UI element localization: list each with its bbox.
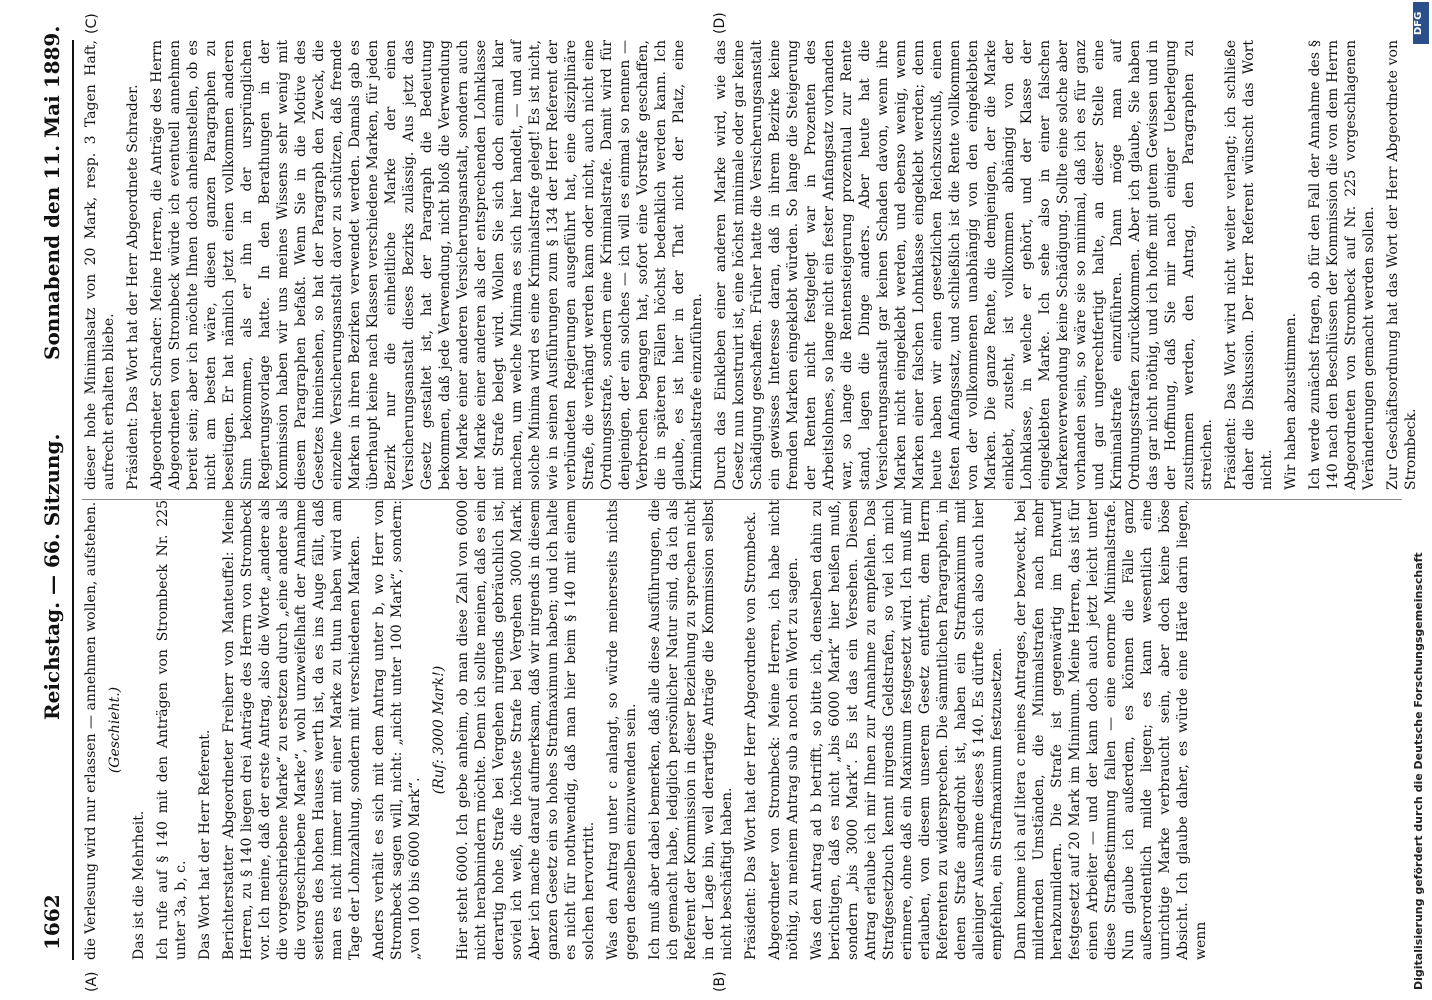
paragraph: Wir haben abzustimmen. [1283, 312, 1299, 490]
paragraph: Dann komme ich auf litera c meines Antrages, der bezweckt, bei mildernden Umständen, die Minimalstrafen nach mehr herabzumildern. Die Strafe ist gegenwärtig im Entwurf festgesetzt auf 20 Mark im Minimum. Meine Herren, das ist für einen Arbeiter — und der kann doch auch jetzt leicht unter diese Strafbestimmung fallen — eine enorme Minimalstrafe. Nun glaube ich außerdem, es können die Fälle ganz außerordentlich milde liegen; es kann wesentlich eine unrichtige Marke verbraucht sein, aber doch keine böse Absicht. Ich glaube daher, es würde eine Härte darin liegen, wenn [1013, 500, 1209, 960]
paragraph: Zur Geschäftsordnung hat das Wort der Herr Abgeordnete von Strombeck. [1385, 40, 1419, 490]
header-date: Sonnabend den 11. Mai 1889. [40, 25, 64, 360]
paragraph: Hier steht 6000. Ich gebe anheim, ob man diese Zahl von 6000 nicht herabmindern möchte. Denn ich sollte meinen, daß es ein derartig hohe Strafe bei Vergehen nirgends gebräuchlich ist, soviel ich weiß, die höchste Strafe bei Vergehen 3000 Mark. Aber ich mache darauf aufmerksam, daß wir nirgends in diesem ganzen Gesetz ein so hohes Strafmaximum haben; und ich halte es nicht für nothwendig, daß man hier beim § 140 mit einem solchen hervortritt. [455, 500, 597, 960]
paragraph: Präsident: Das Wort hat der Herr Abgeordnete Schrader. [125, 84, 141, 490]
paragraph: Das Wort hat der Herr Referent. [197, 729, 213, 960]
paragraph: Präsident: Das Wort wird nicht weiter verlangt; ich schließe daher die Diskussion. Der Herr Referent wünscht das Wort nicht. [1223, 40, 1275, 490]
paragraph: Ich rufe auf § 140 mit den Anträgen von Strombeck Nr. 225 unter 3a, b, c. [155, 500, 189, 960]
digitization-credit: Digitalisierung gefördert durch die Deutsche Forschungsgemeinschaft [1412, 552, 1425, 990]
page-number: 1662 [40, 894, 64, 950]
margin-marker-b: (B) [712, 971, 728, 992]
paragraph: Abgeordneter von Strombeck: Meine Herren, ich habe nicht nöthig, zu meinem Antrag sub a noch ein Wort zu sagen. [767, 500, 801, 960]
right-column [82, 40, 1419, 490]
paragraph: Berichterstatter Abgeordneter Freiherr von Manteuffel: Meine Herren, zu § 140 liegen drei Anträge des Herrn von Strombeck vor. Ich meine, daß der erste Antrag, also die Worte „andere als die vorgeschriebene Marke“ zu ersetzen durch „eine andere als die vorgeschriebene Marke“, wohl unzweifelhaft der Annahme seitens des hohen Hauses werth ist, da es ins Auge fällt, daß man es nicht immer mit einer Marke zu thun haben wird am Tage der Lohnzahlung, sondern mit verschiedenen Marken. [221, 500, 363, 960]
margin-marker-c: (C) [84, 13, 100, 34]
page-header [32, 25, 72, 960]
paragraph: dieser hohe Minimalsatz von 20 Mark, resp. 3 Tagen Haft, aufrecht erhalten bliebe. [83, 40, 117, 490]
header-rule [72, 40, 74, 960]
header-title: Reichstag. — 66. Sitzung. [40, 433, 64, 720]
paragraph: Das ist die Mehrheit. [131, 810, 147, 960]
column-divider [82, 499, 1402, 500]
paragraph: Präsident: Das Wort hat der Herr Abgeordnete von Strombeck. [743, 511, 759, 960]
paragraph: Abgeordneter Schrader: Meine Herren, die Anträge des Herrn Abgeordneten von Strombeck würde ich eventuell annehmen bereit sein; aber ich möchte Ihnen doch anheimstellen, ob es nicht am besten wäre, diesen ganzen Paragraphen zu beseitigen. Er hat nämlich jetzt einen vollkommen anderen Sinn bekommen, als er ihn in der ursprünglichen Regierungsvorlage hatte. In den Berathungen in der Kommission haben wir uns meines Wissens sehr wenig mit diesem Paragraphen befaßt. Wenn Sie in die Motive des Gesetzes hineinsehen, so hat der Paragraph den Zweck, die einzelne Versicherungsanstalt davor zu schützen, daß fremde Marken in ihren Bezirken verwendet werden. Damals gab es überhaupt keine nach Klassen verschiedene Marken, für jeden Bezirk nur die einheitliche Marke der einen Versicherungsanstalt dieses Bezirks zulässig. Aus jetzt das Gesetz gestaltet ist, hat der Paragraph die Bedeutung bekommen, daß jede Verwendung, nicht bloß die Verwendung der Marke einer anderen Versicherungsanstalt, sondern auch der Marke einer anderen als der entsprechenden Lohnklasse mit Strafe belegt wird. Wollen Sie sich doch einmal klar machen, um welche Minima es sich hier handelt, — und auf solche Minima wird es eine Kriminalstrafe gelegt! Es ist nicht, wie in seinen Ausführungen zum § 134 der Herr Referent der verbündeten Regierungen ausgeführt hat, eine disziplinäre Strafe, die verhängt werden kann oder nicht, auch nicht eine Ordnungsstrafe, sondern eine Kriminalstrafe. Damit wird für denjenigen, der ein solches — ich will es einmal so nennen — Verbrechen begangen hat, sofort eine Vorstrafe geschaffen, die in späteren Fällen höchst bedenklich werden kann. Ich glaube, es ist hier in der That nicht der Platz, eine Kriminalstrafe einzuführen. [149, 40, 705, 490]
paragraph: Was den Antrag unter c anlangt, so würde meinerseits nichts gegen denselben einzuwenden sein. [605, 500, 639, 960]
paragraph: Ich werde zunächst fragen, ob für den Fall der Annahme des § 140 nach den Beschlüssen der Kommission die von dem Herrn Abgeordneten von Strombeck auf Nr. 225 vorgeschlagenen Veränderungen gemacht werden sollen. [1307, 40, 1377, 490]
margin-marker-d: (D) [712, 12, 728, 34]
paragraph: Durch das Einkleben einer anderen Marke wird, wie das Gesetz nun konstruirt ist, eine höchst minimale oder gar keine Schädigung geschaffen. Früher hatte die Versicherungsanstalt ein gewisses Interesse daran, daß in ihrem Bezirke keine fremden Marken eingeklebt würden. So lange die Steigerung der Renten nicht festgelegt war in Prozenten des Arbeitslohnes, so lange nicht ein fester Anfangsatz vorhanden war, so lange die Rentensteigerung prozentual zur Rente stand, lagen die Dinge anders. Aber heute hat die Versicherungsanstalt gar keinen Schaden davon, wenn ihre Marken nicht eingeklebt werden, und ebenso wenig, wenn Marken einer falschen Lohnklasse eingeklebt werden; denn heute haben wir einen gesetzlichen Reichszuschuß, einen festen Anfangssatz, und schließlich ist die Rente vollkommen von der vollkommenen unabhängig von den eingeklebten Marken. Die ganze Rente, die demjenigen, der die Marke einklebt, zusteht, ist vollkommen abhängig von der Lohnklasse, in welche er gehört, und der Klasse der eingeklebten Marke. Ich sehe also in einer falschen Markenverwendung keine Schädigung. Sollte eine solche aber vorhanden sein, so wäre sie so minimal, daß ich es für ganz und gar ungerechtfertigt halte, an dieser Stelle eine Kriminalstrafe einzuführen. Dann möge man auf Ordnungsstrafen zurückkommen. Aber ich glaube, Sie haben das gar nicht nöthig, und ich hoffe mit gutem Gewissen und in der Hoffnung, daß Sie mir nach einiger Ueberlegung zustimmen werden, den Antrag, den Paragraphen zu streichen. [713, 40, 1215, 490]
paragraph: die Verlesung wird nur erlassen — annehmen wollen, aufstehen. [83, 501, 99, 960]
paragraph: Anders verhält es sich mit dem Antrag unter b, wo Herr von Strombeck sagen will, nicht: „nicht unter 100 Mark“, sondern: „von 100 bis 6000 Mark“. [371, 500, 423, 960]
paragraph: Was den Antrag ad b betrifft, so bitte ich, denselben dahin zu berichtigen, daß es nicht „bis 6000 Mark“ hier heißen muß, sondern „bis 3000 Mark“. Es ist das ein Versehen. Diesen Antrag erlaube ich mir Ihnen zur Annahme zu empfehlen. Das Strafgesetzbuch kennt nirgends Geldstrafen, so viel ich mich erinnere, ohne daß ein Maximum festgesetzt wird. Ich muß mir erlauben, von diesem unserem Gesetz entfernt, dem Herrn Referenten zu widersprechen. Die sämmtlichen Paragraphen, in denen Strafe angedroht ist, haben ein Strafmaximum mit alleiniger Ausnahme dieses § 140. Es dürfte sich also auch hier empfehlen, ein Strafmaximum festzusetzen. [809, 500, 1005, 960]
paragraph: Ich muß aber dabei bemerken, daß alle diese Ausführungen, die ich gemacht habe, lediglich persönlicher Natur sind, da ich als Referent der Kommission in dieser Beziehung zu sprechen nicht in der Lage bin, weil derartige Anträge die Kommission selbst nicht beschäftigt haben. [647, 500, 735, 960]
paragraph: (Geschieht.) [107, 686, 123, 774]
paragraph: (Ruf: 3000 Mark!) [431, 665, 447, 795]
dfg-logo: DFG [1413, 2, 1429, 44]
margin-marker-a: (A) [84, 971, 100, 992]
left-column [82, 500, 1412, 960]
